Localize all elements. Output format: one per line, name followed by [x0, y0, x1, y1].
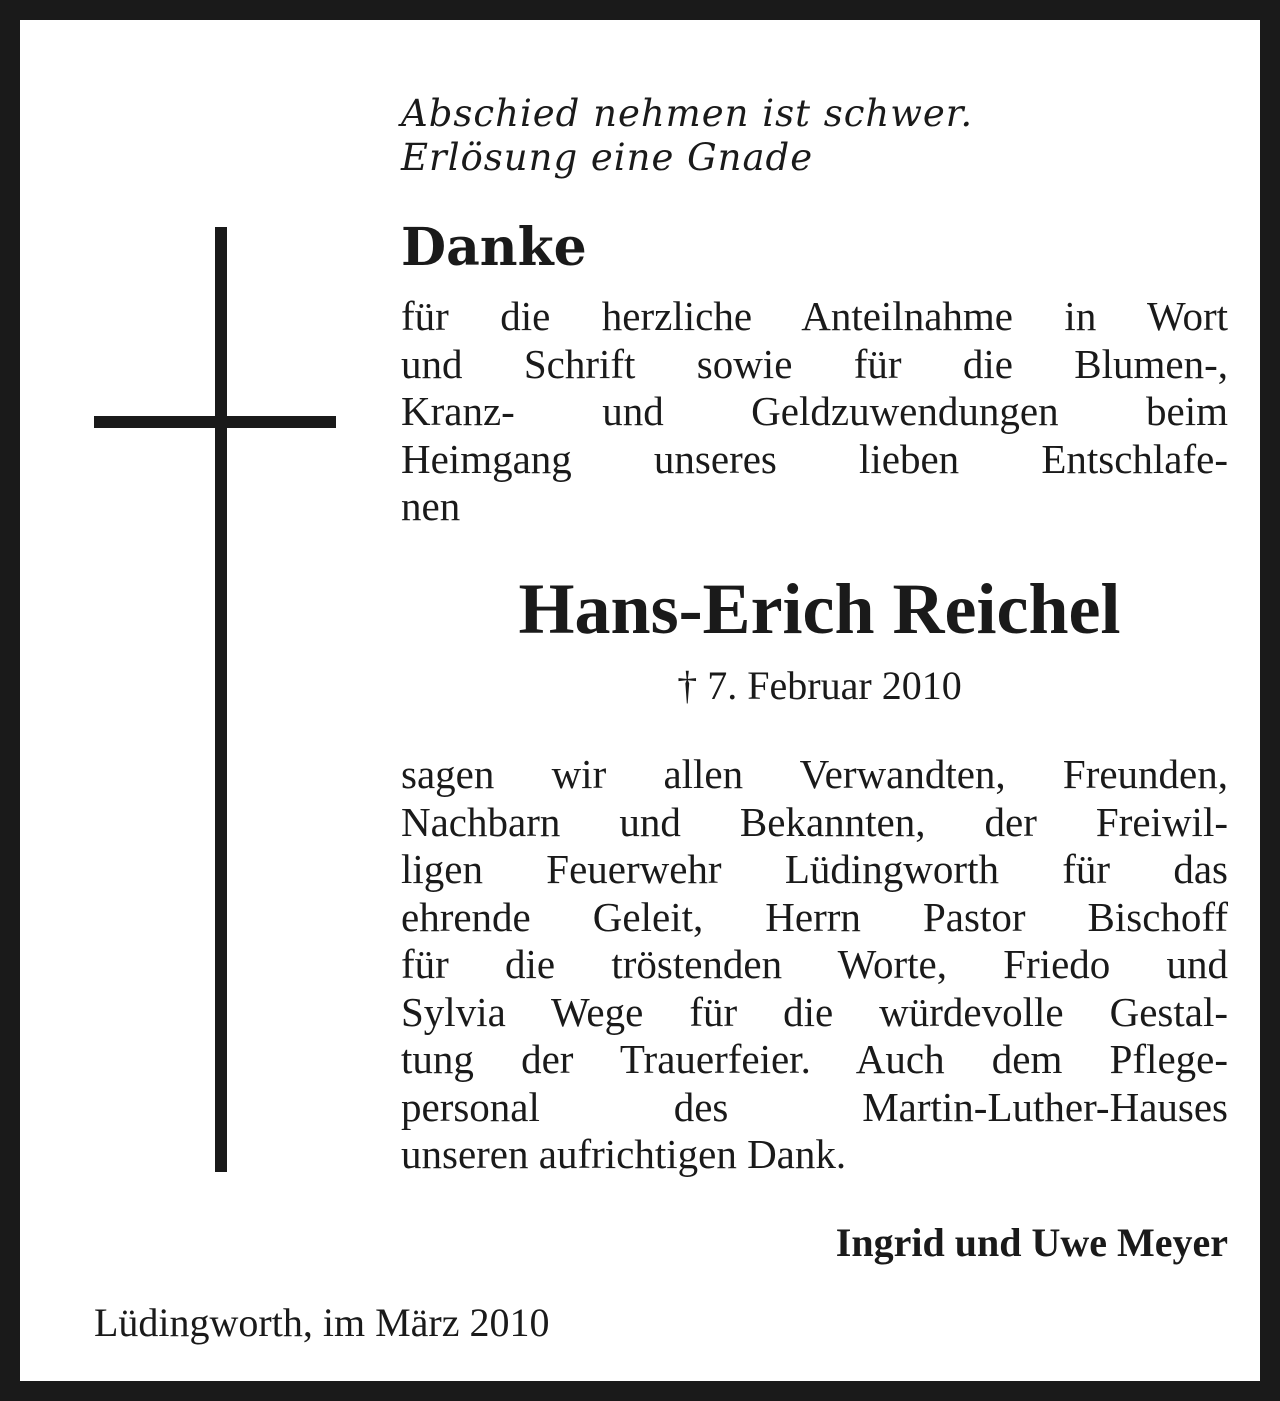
- body-line: unseren aufrichtigen Dank.: [401, 1131, 847, 1177]
- intro-line: und Schrift sowie für die Blumen-,: [401, 340, 1228, 387]
- body-line: tung der Trauerfeier. Auch dem Pflege-: [401, 1036, 1228, 1082]
- body-line: ligen Feuerwehr Lüdingworth für das: [401, 846, 1228, 892]
- intro-text: [401, 293, 1228, 531]
- heading-danke: Danke: [401, 217, 587, 278]
- body-line: ehrende Geleit, Herrn Pastor Bischoff: [401, 893, 1228, 940]
- signature: Ingrid und Uwe Meyer: [835, 1220, 1228, 1265]
- death-date: † 7. Februar 2010: [677, 663, 962, 708]
- body-line: für die tröstenden Worte, Friedo und: [401, 941, 1228, 987]
- body-line: Sylvia Wege für die würdevolle Gestal-: [401, 988, 1228, 1035]
- body-line: Nachbarn und Bekannten, der Freiwil-: [401, 798, 1228, 845]
- intro-line: für die herzliche Anteilnahme in Wort: [401, 293, 1228, 339]
- body-line: sagen wir allen Verwandten, Freunden,: [401, 751, 1228, 797]
- deceased-name: Hans-Erich Reichel: [518, 569, 1121, 649]
- intro-line: Heimgang unseres lieben Entschlafe-: [401, 435, 1228, 482]
- cross-icon-horizontal-bar: [94, 416, 336, 428]
- intro-line: Kranz- und Geldzuwendungen beim: [401, 388, 1228, 434]
- motto-line: Erlösung eine Gnade: [401, 136, 814, 179]
- body-line: personal des Martin-Luther-Hauses: [401, 1083, 1228, 1130]
- cross-icon-vertical-bar: [215, 227, 227, 1172]
- motto: [401, 92, 1201, 180]
- motto-line: Abschied nehmen ist schwer.: [401, 92, 974, 135]
- intro-line: nen: [401, 483, 461, 529]
- place-date: Lüdingworth, im März 2010: [94, 1300, 550, 1345]
- body-text: [401, 751, 1228, 1179]
